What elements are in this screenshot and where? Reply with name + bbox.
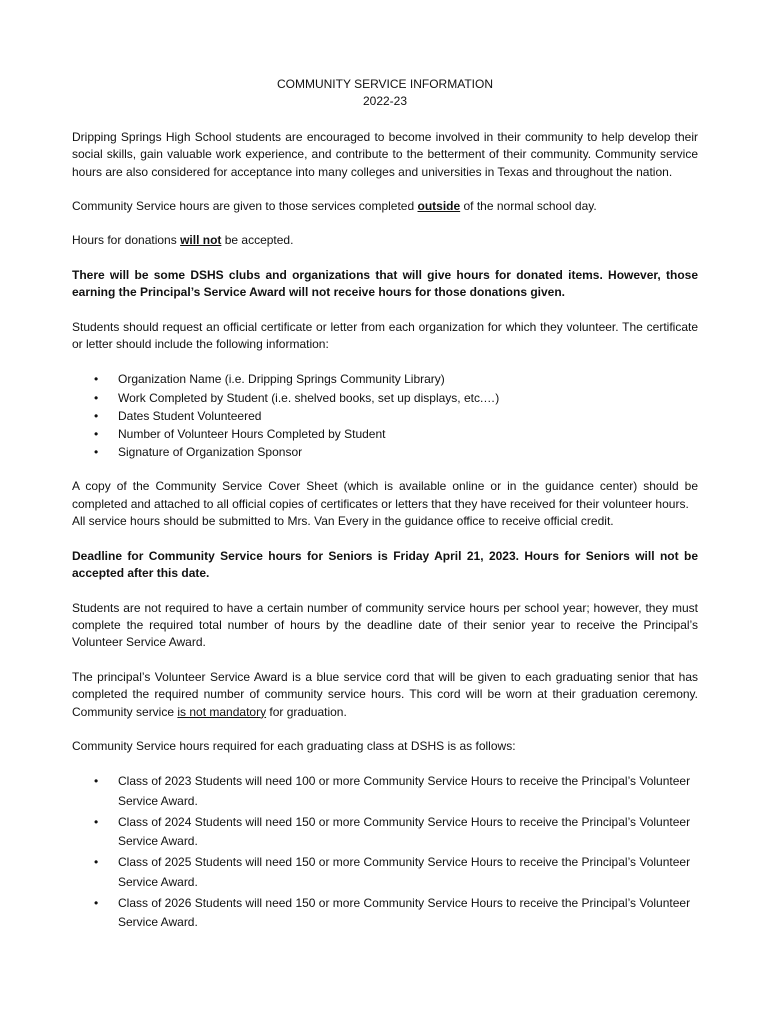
bullet-icon: • <box>94 408 99 423</box>
list-item-text: Class of 2024 Students will need 150 or more Community Service Hours to receive the Principal’s Volunteer Service Award. <box>118 814 691 849</box>
outside-text-pre: Community Service hours are given to those services completed <box>72 199 418 214</box>
certificate-intro-paragraph: Students should request an official certificate or letter from each organization for which they volunteer. The certificate or letter should include the following information: <box>72 319 698 352</box>
list-item <box>72 894 698 933</box>
document-title: COMMUNITY SERVICE INFORMATION <box>276 77 493 91</box>
list-item <box>72 389 698 407</box>
award-emphasis: is not mandatory <box>177 704 267 719</box>
bullet-icon: • <box>94 895 99 910</box>
donations-text-post: be accepted. <box>221 233 294 248</box>
list-item-text: Work Completed by Student (i.e. shelved books, set up displays, etc.…) <box>118 390 500 405</box>
list-item-text: Class of 2026 Students will need 150 or more Community Service Hours to receive the Principal’s Volunteer Service Award. <box>118 895 691 930</box>
list-item <box>72 813 698 852</box>
list-item-text: Class of 2025 Students will need 150 or more Community Service Hours to receive the Principal’s Volunteer Service Award. <box>118 855 691 889</box>
list-item <box>72 425 698 443</box>
submit-paragraph: All service hours should be submitted to Mrs. Van Every in the guidance office to receive official credit. <box>72 514 614 529</box>
list-item-text: Class of 2023 Students will need 100 or more Community Service Hours to receive the Principal’s Volunteer Service Award. <box>118 774 691 808</box>
list-item-text: Organization Name (i.e. Dripping Springs Community Library) <box>118 372 445 387</box>
list-item <box>72 443 698 461</box>
list-item <box>72 370 698 388</box>
list-item <box>72 853 698 892</box>
bullet-icon: • <box>94 814 99 829</box>
class-requirements-list <box>72 772 698 932</box>
award-text-pre: The principal’s Volunteer Service Award is a blue service cord that will be given to each graduating senior that has completed the required number of community service hours. This cord will be worn at their graduation ceremony. Community service <box>72 669 698 719</box>
not-required-paragraph: Students are not required to have a certain number of community service hours per school year; however, they must complete the required total number of hours by the deadline date of their senior year to receive the Principal’s Volunteer Service Award. <box>72 600 698 650</box>
document-body <box>72 76 698 950</box>
title-block <box>72 76 698 111</box>
cover-sheet-paragraph: A copy of the Community Service Cover Sheet (which is available online or in the guidance center) should be completed and attached to all official copies of certificates or letters that they have received for their volunteer hours. <box>72 479 698 511</box>
donations-emphasis: will not <box>180 233 222 248</box>
bullet-icon: • <box>94 855 99 870</box>
document-year: 2022-23 <box>362 94 408 109</box>
certificate-items-list <box>72 370 698 461</box>
intro-paragraph: Dripping Springs High School students are encouraged to become involved in their community to help develop their social skills, gain valuable work experience, and contribute to the betterment of their community. Community service hours are also considered for acceptance into many colleges and universities in Texas and throughout the nation. <box>72 129 698 179</box>
list-item-text: Dates Student Volunteered <box>118 408 262 423</box>
list-item-text: Signature of Organization Sponsor <box>118 445 303 460</box>
bullet-icon: • <box>94 774 99 789</box>
deadline-paragraph: Deadline for Community Service hours for Seniors is Friday April 21, 2023. Hours for Seniors will not be accepted after this date. <box>72 548 698 581</box>
list-item <box>72 407 698 425</box>
outside-text-post: of the normal school day. <box>460 199 597 214</box>
award-paragraph <box>72 669 698 721</box>
outside-emphasis: outside <box>417 199 461 214</box>
bullet-icon: • <box>94 427 99 442</box>
bullet-icon: • <box>94 445 99 460</box>
donations-text-pre: Hours for donations <box>72 233 181 248</box>
clubs-note-paragraph: There will be some DSHS clubs and organizations that will give hours for donated items. However, those earning the Principal’s Service Award will not receive hours for those donations given. <box>72 267 698 300</box>
outside-paragraph <box>72 198 698 215</box>
donations-paragraph <box>72 232 698 249</box>
list-item <box>72 772 698 811</box>
bullet-icon: • <box>94 372 99 387</box>
classes-intro-paragraph: Community Service hours required for each graduating class at DSHS is as follows: <box>72 738 516 753</box>
bullet-icon: • <box>94 390 99 405</box>
award-text-post: for graduation. <box>266 704 347 719</box>
list-item-text: Number of Volunteer Hours Completed by Student <box>118 427 386 442</box>
